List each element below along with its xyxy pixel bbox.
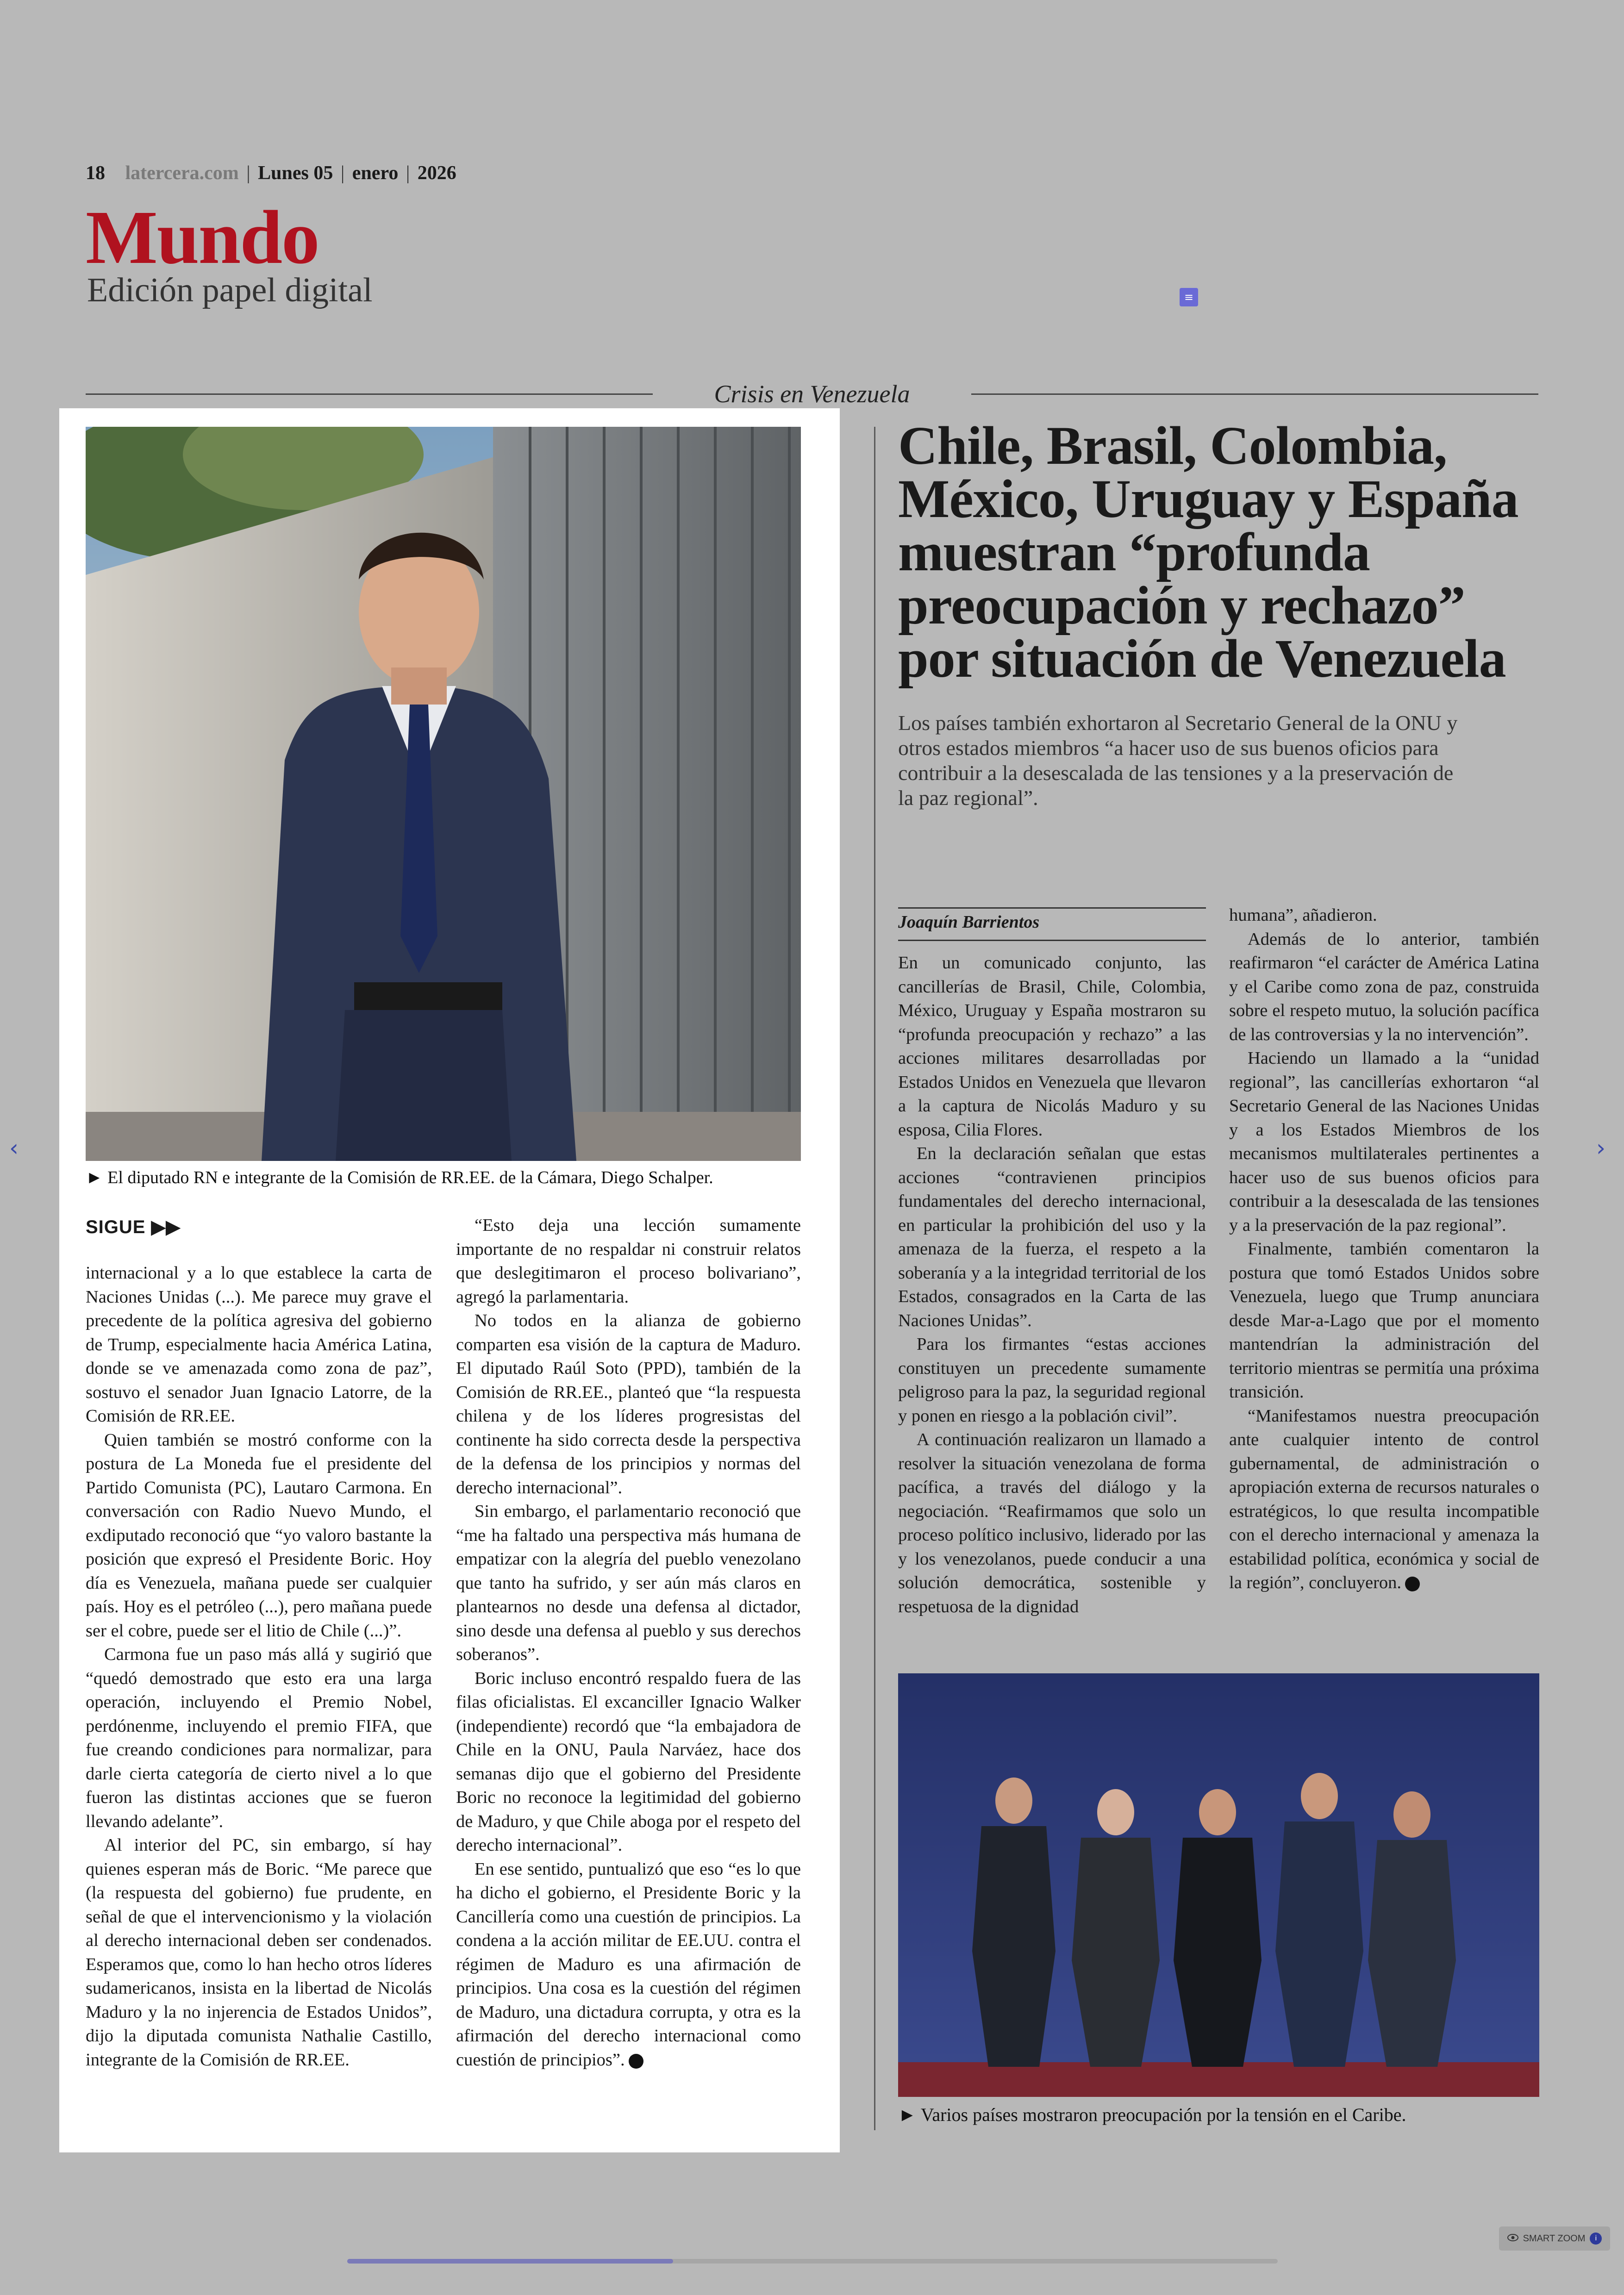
kicker-rule-right	[971, 393, 1538, 395]
paragraph: humana”, añadieron.	[1229, 905, 1377, 925]
right-column-d	[1229, 904, 1539, 1595]
paragraph: Quien también se mostró conforme con la postura de La Moneda fue el presidente del Partido Comunista (PC), Lautaro Carmona. En conversación con Radio Nuevo Mundo, el exdiputado reconoció que “yo valoro bastante la posición que expresó el Presidente Boric. Hoy día es Venezuela, mañana puede ser cualquier país. Hoy es el petróleo (...), pero mañana puede ser el cobre, puede ser el litio de Chile (...)”.	[86, 1430, 432, 1640]
page-header: 18 latercera.com | Lunes 05 | enero | 2026	[86, 162, 456, 184]
paragraph	[1229, 1404, 1539, 1595]
paragraph: Sin embargo, el parlamentario reconoció que “me ha faltado una perspectiva más humana de empatizar con la alegría del pueblo venezolano que tanto ha sufrido, y ser aún más claros en plantearnos no desde una defensa al dictador, sino desde una defensa al pueblo y sus derechos soberanos”.	[456, 1502, 801, 1664]
section-subtitle: Edición papel digital	[87, 271, 373, 309]
section-title: Mundo	[86, 195, 319, 280]
eye-icon	[1507, 2233, 1518, 2244]
paragraph: “Esto deja una lección sumamente importante de no respaldar ni construir relatos que deslegitimaron el proceso bolivariano”, agregó la parlamentaria.	[456, 1216, 801, 1307]
continues-label: SIGUE ▶▶	[86, 1217, 181, 1237]
portrait-caption: ► El diputado RN e integrante de la Comisión de RR.EE. de la Cámara, Diego Schalper.	[86, 1168, 713, 1187]
end-mark-icon	[1405, 1577, 1420, 1591]
leaders-caption: ► Varios países mostraron preocupación por la tensión en el Caribe.	[898, 2104, 1406, 2125]
date-day: Lunes 05	[258, 162, 333, 184]
byline-rule-top	[898, 907, 1206, 909]
paragraph: Finalmente, también comentaron la postura que tomó Estados Unidos sobre Venezuela, luego que Trump anunciara desde Mar-a-Lago que por el momento mantendrían la administración del territorio mientras se permitía una próxima transición.	[1229, 1239, 1539, 1402]
paragraph: internacional y a lo que establece la carta de Naciones Unidas (...). Me parece muy grave el precedente de la política agresiva del gobierno de Trump, especialmente hacia América Latina, donde se ve amenazada como zona de paz”, sostuvo el senador Juan Ignacio Latorre, de la Comisión de RR.EE.	[86, 1263, 432, 1426]
site-name: latercera.com	[125, 162, 239, 184]
kicker-rule-left	[86, 393, 653, 395]
article-headline: Chile, Brasil, Colombia, México, Uruguay y España muestran “profunda preocupación y rechazo” por situación de Venezuela	[898, 415, 1518, 689]
page-number: 18	[86, 162, 105, 184]
portrait-photo	[86, 427, 801, 1161]
paragraph: A continuación realizaron un llamado a resolver la situación venezolana de forma pacífica, a través del diálogo y la negociación. “Reafirmamos que solo un proceso político inclusivo, liderado por las y los venezolanos, puede conducir a una solución democrática, sostenible y respetuosa de la dignidad	[898, 1430, 1206, 1616]
paragraph: En la declaración señalan que estas acciones “contravienen principios fundamentales del derecho internacional, en particular la prohibición del uso y la amenaza de la fuerza, el respeto a la soberanía y a la integridad territorial de los Estados, consagrados en la Carta de las Naciones Unidas”.	[898, 1144, 1206, 1330]
column-divider	[874, 427, 875, 2130]
date-month: enero	[352, 162, 399, 184]
paragraph: Boric incluso encontró respaldo fuera de las filas oficialistas. El excanciller Ignacio Walker (independiente) recordó que “la embajadora de Chile en la ONU, Paula Narváez, hace dos semanas dijo que el gobierno del Presidente Boric no reconoce la legitimidad del gobierno de Maduro, y que Chile aboga por el respeto del derecho internacional”.	[456, 1668, 801, 1855]
paragraph	[456, 1858, 801, 2072]
paragraph: Carmona fue un paso más allá y sugirió que “quedó demostrado que esto era una larga operación, incluyendo el Premio Nobel, perdónenme, incluyendo el premio FIFA, que fue creando condiciones para normalizar, para darle cierta categoría de cierto nivel a lo que fueron las distintas acciones que se fueron llevando adelante”.	[86, 1645, 432, 1831]
left-column-b	[456, 1214, 801, 2072]
page-progress-fill	[347, 2259, 673, 2264]
paragraph: Haciendo un llamado a la “unidad regional”, las cancillerías exhortaron “al Secretario General de las Naciones Unidas y a los Estados Miembros de los mecanismos multilaterales pertinentes a hacer uso de sus buenos oficios para contribuir a la desescalada de las tensiones y a la preservación de la paz regional”.	[1229, 1048, 1539, 1235]
menu-icon[interactable]: ≡	[1180, 288, 1198, 306]
paragraph: Para los firmantes “estas acciones constituyen un precedente sumamente peligroso para la paz, la seguridad regional y ponen en riesgo a la población civil”.	[898, 1335, 1206, 1426]
article-dek: Los países también exhortaron al Secretario General de la ONU y otros estados miembros “a hacer uso de sus buenos oficios para contribuir a la desescalada de las tensiones y a la preservación de la paz regional”.	[898, 711, 1458, 810]
paragraph-text: En ese sentido, puntualizó que eso “es lo que ha dicho el gobierno, el Presidente Boric y la Cancillería como una cuestión de principios. La condena a la acción militar de EE.UU. contra el régimen de Maduro es una afirmación de principios. Una cosa es la cuestión del régimen de Maduro, una dictadura corrupta, y otra es la afirmación del derecho internacional como cuestión de principios”.	[456, 1859, 801, 2070]
date-year: 2026	[417, 162, 456, 184]
byline: Joaquín Barrientos	[898, 912, 1040, 932]
smart-zoom-label: SMART ZOOM	[1523, 2233, 1586, 2244]
info-icon: i	[1590, 2233, 1602, 2245]
leaders-photo	[898, 1673, 1539, 2097]
kicker: Crisis en Venezuela	[714, 380, 910, 408]
byline-rule-bottom	[898, 940, 1206, 941]
previous-page-icon[interactable]: ‹	[9, 1135, 19, 1161]
paragraph: En un comunicado conjunto, las cancillerías de Brasil, Chile, Colombia, México, Uruguay y España mostraron su “profunda preocupación y rechazo” a las acciones militares desarrolladas por Estados Unidos en Venezuela que llevaron a la captura de Nicolás Maduro y su esposa, Cilia Flores.	[898, 953, 1206, 1140]
left-column-a	[86, 1261, 432, 2072]
paragraph-text: “Manifestamos nuestra preocupación ante cualquier intento de control gubernamental, de administración o apropiación externa de recursos naturales o estratégicos, lo que resulta incompatible con el derecho internacional y amenaza la estabilidad política, económica y social de la región”, concluyeron.	[1229, 1406, 1539, 1592]
paragraph: No todos en la alianza de gobierno comparten esa visión de la captura de Maduro. El diputado Raúl Soto (PPD), también de la Comisión de RR.EE., planteó que “la respuesta chilena y de los líderes progresistas del continente ha sido correcta desde la perspectiva de la defensa de los principios y normas del derecho internacional”.	[456, 1311, 801, 1497]
next-page-icon[interactable]: ›	[1596, 1135, 1605, 1161]
smart-zoom-button[interactable]	[1499, 2226, 1610, 2251]
paragraph: Al interior del PC, sin embargo, sí hay quienes esperan más de Boric. “Me parece que (la respuesta del gobierno) fue prudente, en señal de que el intervencionismo y la violación al derecho internacional deben ser condenados. Esperamos que, como lo han hecho otros líderes sudamericanos, insista en la libertad de Nicolás Maduro y la no injerencia de Estados Unidos”, dijo la diputada comunista Nathalie Castillo, integrante de la Comisión de RR.EE.	[86, 1835, 432, 2070]
end-mark-icon	[629, 2054, 643, 2069]
right-column-c	[898, 951, 1206, 1619]
paragraph: Además de lo anterior, también reafirmaron “el carácter de América Latina y el Caribe como zona de paz, construida sobre el respeto mutuo, la solución pacífica de las controversias y la no intervención”.	[1229, 929, 1539, 1044]
